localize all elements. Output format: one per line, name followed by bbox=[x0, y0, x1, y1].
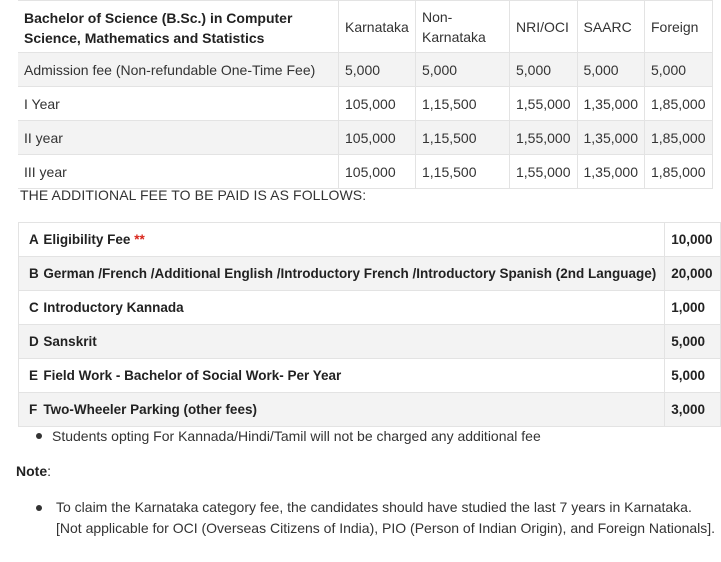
language-note-list bbox=[36, 426, 541, 447]
fee-cell: 1,55,000 bbox=[510, 155, 578, 189]
note-text: To claim the Karnataka category fee, the candidates should have studied the last 7 years in Karnataka. [Not applicable for OCI (Overseas Citizens of India), PIO (Person of Indian Origin), and Foreign Nationals]. bbox=[56, 499, 716, 536]
language-note-text: Students opting For Kannada/Hindi/Tamil will not be charged any additional fee bbox=[52, 428, 541, 444]
non-karnataka-line-1: Non- bbox=[422, 8, 453, 25]
fee-letter: D bbox=[19, 325, 42, 359]
fee-description: Field Work - Bachelor of Social Work- Per Year bbox=[41, 359, 664, 393]
fee-description: Two-Wheeler Parking (other fees) bbox=[41, 393, 664, 427]
row-label: I Year bbox=[18, 87, 339, 121]
fee-description bbox=[41, 223, 664, 257]
fee-amount: 1,000 bbox=[665, 291, 721, 325]
fee-description-text: Eligibility Fee bbox=[43, 232, 131, 247]
note-label bbox=[16, 463, 51, 479]
fee-description: Introductory Kannada bbox=[41, 291, 664, 325]
additional-fee-row bbox=[19, 257, 721, 291]
note-label-text: Note bbox=[16, 463, 48, 479]
fee-cell: 5,000 bbox=[645, 53, 713, 87]
list-item bbox=[36, 426, 541, 447]
column-header-non-karnataka bbox=[416, 1, 510, 53]
fee-letter: B bbox=[19, 257, 42, 291]
non-karnataka-line-2: Karnataka bbox=[422, 28, 486, 45]
fee-cell: 1,35,000 bbox=[577, 87, 645, 121]
column-header-saarc: SAARC bbox=[577, 1, 645, 53]
fee-amount: 5,000 bbox=[665, 325, 721, 359]
note-list bbox=[36, 497, 716, 539]
fee-row-year-2 bbox=[18, 121, 713, 155]
fee-cell: 1,15,500 bbox=[416, 155, 510, 189]
fee-letter: C bbox=[19, 291, 42, 325]
fee-table-header-row bbox=[18, 1, 713, 53]
fee-cell: 1,35,000 bbox=[577, 121, 645, 155]
fee-letter: E bbox=[19, 359, 42, 393]
fee-cell: 1,35,000 bbox=[577, 155, 645, 189]
column-header-karnataka: Karnataka bbox=[339, 1, 416, 53]
fee-description: Sanskrit bbox=[41, 325, 664, 359]
additional-fee-row bbox=[19, 359, 721, 393]
fee-cell: 105,000 bbox=[339, 87, 416, 121]
fee-cell: 1,85,000 bbox=[645, 155, 713, 189]
fee-row-year-3 bbox=[18, 155, 713, 189]
additional-fee-row bbox=[19, 291, 721, 325]
fee-amount: 20,000 bbox=[665, 257, 721, 291]
row-label: III year bbox=[18, 155, 339, 189]
fee-cell: 1,15,500 bbox=[416, 87, 510, 121]
fee-amount: 3,000 bbox=[665, 393, 721, 427]
required-marker: ** bbox=[134, 232, 145, 247]
fee-cell: 1,55,000 bbox=[510, 121, 578, 155]
fee-amount: 5,000 bbox=[665, 359, 721, 393]
row-label: II year bbox=[18, 121, 339, 155]
fee-row-year-1 bbox=[18, 87, 713, 121]
fee-cell: 1,85,000 bbox=[645, 121, 713, 155]
fee-cell: 105,000 bbox=[339, 121, 416, 155]
additional-fee-row bbox=[19, 223, 721, 257]
fee-cell: 105,000 bbox=[339, 155, 416, 189]
fee-table bbox=[18, 0, 713, 189]
fee-description: German /French /Additional English /Introductory French /Introductory Spanish (2nd Language) bbox=[41, 257, 664, 291]
fee-cell: 1,15,500 bbox=[416, 121, 510, 155]
fee-cell: 1,55,000 bbox=[510, 87, 578, 121]
fee-row-admission bbox=[18, 53, 713, 87]
note-colon: : bbox=[47, 463, 52, 479]
fee-cell: 5,000 bbox=[510, 53, 578, 87]
column-header-foreign: Foreign bbox=[645, 1, 713, 53]
additional-fee-heading: THE ADDITIONAL FEE TO BE PAID IS AS FOLLOWS: bbox=[20, 187, 367, 203]
bullet-icon bbox=[36, 505, 42, 511]
additional-fee-row bbox=[19, 393, 721, 427]
fee-letter: A bbox=[19, 223, 42, 257]
column-header-nri-oci: NRI/OCI bbox=[510, 1, 578, 53]
fee-cell: 5,000 bbox=[339, 53, 416, 87]
fee-letter: F bbox=[19, 393, 42, 427]
course-name: Bachelor of Science (B.Sc.) in Computer Science, Mathematics and Statistics bbox=[18, 1, 339, 53]
bullet-icon bbox=[36, 433, 42, 439]
list-item bbox=[36, 497, 716, 539]
fee-amount: 10,000 bbox=[665, 223, 721, 257]
fee-cell: 5,000 bbox=[577, 53, 645, 87]
additional-fee-row bbox=[19, 325, 721, 359]
fee-cell: 5,000 bbox=[416, 53, 510, 87]
row-label: Admission fee (Non-refundable One-Time Fee) bbox=[18, 53, 339, 87]
additional-fee-table bbox=[18, 222, 721, 427]
fee-cell: 1,85,000 bbox=[645, 87, 713, 121]
